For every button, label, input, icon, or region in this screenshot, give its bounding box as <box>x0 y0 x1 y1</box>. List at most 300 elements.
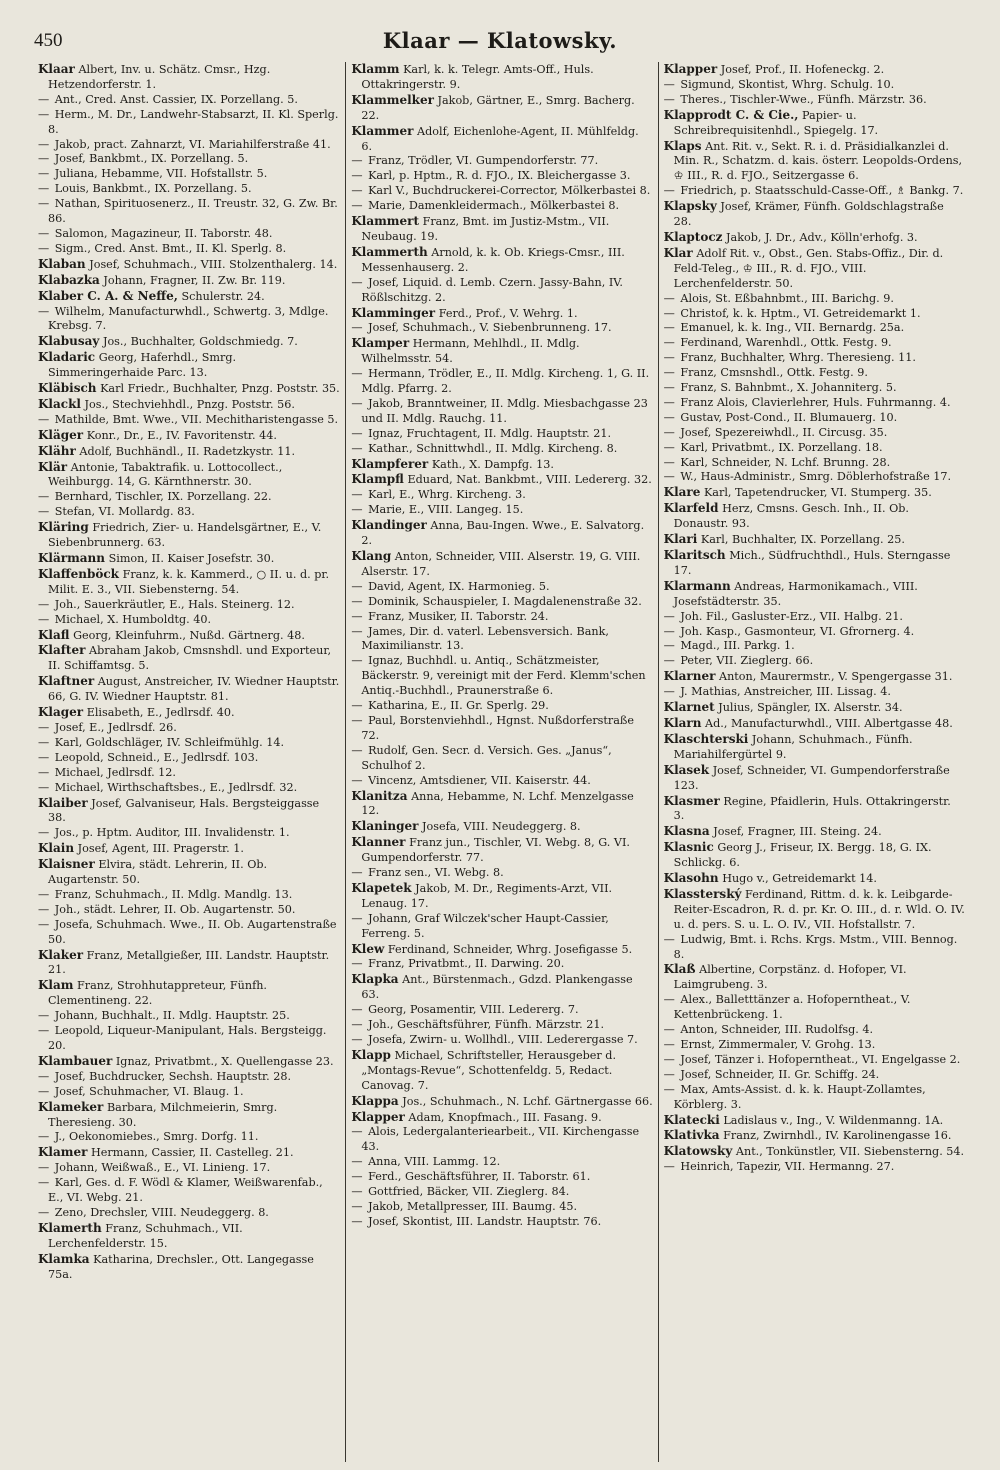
directory-entry <box>38 397 340 413</box>
entry-details: Franz, Buchhalter, Whrg. Theresieng. 11. <box>680 351 916 365</box>
entry-surname: Klampferer <box>351 456 429 471</box>
directory-entry <box>38 796 340 827</box>
entry-surname: Klam <box>38 978 74 993</box>
entry-details: Franz, Trödler, VI. Gumpendorferstr. 77. <box>368 154 599 168</box>
entry-details: J. Mathias, Anstreicher, III. Lissag. 4. <box>680 685 891 699</box>
entry-details: Anton, Maurermstr., V. Spengergasse 31. <box>719 670 953 684</box>
directory-entry <box>664 625 965 640</box>
entry-details: W., Haus-Administr., Smrg. Döblerhofstraße 17. <box>680 470 952 484</box>
directory-entry <box>38 1085 340 1100</box>
ditto-dash: — <box>38 490 50 504</box>
directory-entry <box>38 182 340 197</box>
directory-entry <box>38 305 340 335</box>
entry-surname: Klassterský <box>663 886 742 901</box>
ditto-dash: — <box>663 291 675 305</box>
entry-surname: Klaker <box>38 947 84 962</box>
entry-details: Kathar., Schnittwhdl., II. Mdlg. Kircheng. 8. <box>368 441 618 455</box>
ditto-dash: — <box>351 199 363 213</box>
entry-details: Franz, Strohhutappreteur, Fünfh. Clementineng. 22. <box>48 979 267 1008</box>
directory-entry <box>351 1003 652 1018</box>
directory-entry <box>38 751 340 766</box>
ditto-dash: — <box>663 624 675 638</box>
directory-entry <box>38 350 340 381</box>
entry-surname: Klapka <box>351 972 399 987</box>
ditto-dash: — <box>38 152 50 166</box>
directory-entry <box>351 427 652 442</box>
entry-surname: Klabusay <box>38 334 100 349</box>
entry-details: Franz, Schuhmach., VII. Lerchenfelderstr. 15. <box>48 1221 243 1250</box>
directory-entry <box>664 307 965 322</box>
directory-entry <box>664 1038 965 1053</box>
entry-surname: Klew <box>351 941 385 956</box>
entry-details: Franz jun., Tischler, VI. Webg. 8, G. VI. Gumpendorferstr. 77. <box>361 836 630 865</box>
directory-entry <box>664 485 965 501</box>
ditto-dash: — <box>351 1125 363 1139</box>
entry-surname: Klaptocz <box>663 229 723 244</box>
entry-details: Friedrich, Zier- u. Handelsgärtner, E., V. Siebenbrunnerg. 63. <box>48 521 322 550</box>
entry-details: Joh., Sauerkräutler, E., Hals. Steinerg. 12. <box>54 597 295 611</box>
entry-details: Ferdinand, Rittm. d. k. k. Leibgarde-Reiter-Escadron, R. d. pr. Kr. O. III., d. r. Wld. O. IV. u. d. pers. S. u. L. O. IV., VII. Hofstallstr. 7. <box>673 887 965 931</box>
directory-entry <box>38 826 340 841</box>
entry-details: Franz, k. k. Kammerd., ○ II. u. d. pr. Milit. E. 3., VII. Siebensterng. 54. <box>48 567 330 596</box>
directory-entry <box>351 714 652 744</box>
directory-entry <box>351 942 652 958</box>
directory-entry <box>351 276 652 306</box>
directory-entry <box>664 794 965 825</box>
entry-details: Albert, Inv. u. Schätz. Cmsr., Hzg. Hetzendorferstr. 1. <box>48 63 271 91</box>
ditto-dash: — <box>351 488 363 502</box>
entry-surname: Klamer <box>38 1145 88 1160</box>
ditto-dash: — <box>351 654 363 668</box>
directory-entry <box>38 1206 340 1221</box>
directory-entry <box>664 396 965 411</box>
directory-entry <box>664 669 965 685</box>
directory-entry <box>664 351 965 366</box>
entry-details: Josef, Fragner, III. Steing. 24. <box>713 825 882 839</box>
entry-details: Georg, Posamentir, VIII. Ledererg. 7. <box>368 1003 579 1017</box>
entry-details: Rudolf, Gen. Secr. d. Versich. Ges. „Janus“, Schulhof 2. <box>361 743 612 772</box>
ditto-dash: — <box>351 1033 363 1046</box>
ditto-dash: — <box>663 1160 675 1174</box>
directory-entry <box>351 62 652 93</box>
ditto-dash: — <box>663 336 675 350</box>
entry-details: Ernst, Zimmermaler, V. Grohg. 13. <box>680 1038 876 1051</box>
ditto-dash: — <box>351 1185 363 1199</box>
entry-details: Sigm., Cred. Anst. Bmt., II. Kl. Sperlg. 8. <box>54 241 287 255</box>
entry-details: Peter, VII. Zieglerg. 66. <box>680 654 814 668</box>
entry-details: Marie, E., VIII. Langeg. 15. <box>368 503 524 517</box>
entry-details: Christof, k. k. Hptm., VI. Getreidemarkt 1. <box>680 306 921 320</box>
directory-entry <box>38 273 340 289</box>
entry-surname: Klanner <box>351 835 406 850</box>
directory-entry <box>351 549 652 580</box>
ditto-dash: — <box>351 1170 363 1184</box>
ditto-dash: — <box>38 241 50 255</box>
directory-entry <box>664 1113 965 1129</box>
ditto-dash: — <box>351 1155 363 1169</box>
entry-details: Franz, S. Bahnbmt., X. Johanniterg. 5. <box>680 381 897 395</box>
entry-details: Joh., Geschäftsführer, Fünfh. Märzstr. 21. <box>368 1018 604 1032</box>
entry-details: Franz, Metallgießer, III. Landstr. Hauptstr. 21. <box>48 948 330 977</box>
entry-details: Dominik, Schauspieler, I. Magdalenenstraße 32. <box>368 594 642 608</box>
ditto-dash: — <box>663 1082 675 1096</box>
entry-details: Ant., Tonkünstler, VII. Siebensterng. 54. <box>735 1145 965 1159</box>
directory-entry <box>38 381 340 397</box>
entry-details: Josef, Skontist, III. Landstr. Hauptstr. 76. <box>368 1214 602 1228</box>
entry-details: Georg, Kleinfuhrm., Nußd. Gärtnerg. 48. <box>73 628 305 642</box>
entry-details: Josef, Schuhmacher, VI. Blaug. 1. <box>54 1084 244 1098</box>
entry-details: Julius, Spängler, IX. Alserstr. 34. <box>718 701 903 715</box>
entry-surname: Klaffenböck <box>38 566 119 581</box>
entry-surname: Klaß <box>663 962 696 977</box>
entry-details: Anna, Bau-Ingen. Wwe., E. Salvatorg. 2. <box>361 519 645 548</box>
entry-details: Josef, Buchdrucker, Sechsh. Hauptstr. 28. <box>54 1069 292 1083</box>
directory-entry <box>351 819 652 835</box>
directory-entry <box>38 674 340 705</box>
entry-details: Elvira, städt. Lehrerin, II. Ob. Augartenstr. 50. <box>48 858 268 887</box>
entry-details: Karl, Tapetendrucker, VI. Stumperg. 35. <box>703 486 932 500</box>
directory-entry <box>351 1155 652 1170</box>
entry-surname: Klambauer <box>38 1053 113 1068</box>
entry-surname: Klampfl <box>351 472 404 487</box>
entry-surname: Klackl <box>38 396 81 411</box>
directory-entry <box>351 1215 652 1230</box>
entry-details: Simon, II. Kaiser Josefstr. 30. <box>108 552 275 565</box>
directory-entry <box>38 918 340 948</box>
entry-details: Jos., Buchhalter, Goldschmiedg. 7. <box>102 335 298 349</box>
entry-details: Emanuel, k. k. Ing., VII. Bernardg. 25a. <box>680 321 905 335</box>
directory-entry <box>351 124 652 155</box>
entry-surname: Klaisner <box>38 857 95 872</box>
entry-details: Max, Amts-Assist. d. k. k. Haupt-Zollamtes, Körblerg. 3. <box>673 1082 926 1111</box>
entry-surname: Klang <box>351 549 392 563</box>
ditto-dash: — <box>663 609 675 623</box>
directory-entry <box>664 654 965 669</box>
entry-surname: Klappa <box>351 1093 399 1108</box>
directory-entry <box>351 1185 652 1200</box>
entry-details: Jakob, Metallpresser, III. Baumg. 45. <box>368 1199 578 1213</box>
directory-entry <box>38 1009 340 1024</box>
running-head: Klaar — Klatowsky. <box>382 28 618 53</box>
entry-details: Jakob, Gärtner, E., Smrg. Bacherg. 22. <box>361 93 635 122</box>
entry-details: Jos., Stechviehhdl., Pnzg. Poststr. 56. <box>84 397 295 411</box>
ditto-dash: — <box>351 275 363 289</box>
entry-details: Herm., M. Dr., Landwehr-Stabsarzt, II. Kl. Sperlg. 8. <box>48 107 339 136</box>
entry-details: Anna, VIII. Lammg. 12. <box>368 1155 501 1169</box>
directory-entry <box>38 257 340 273</box>
directory-entry <box>664 962 965 993</box>
entry-surname: Klaschterski <box>663 731 749 746</box>
directory-entry <box>664 292 965 307</box>
entry-details: Friedrich, p. Staatsschuld-Casse-Off., ♗ Bankg. 7. <box>680 184 964 198</box>
entry-details: Anton, Schneider, III. Rudolfsg. 4. <box>680 1023 874 1037</box>
entry-surname: Klaban <box>38 256 86 271</box>
ditto-dash: — <box>351 609 363 623</box>
entry-details: Michael, Jedlrsdf. 12. <box>54 765 176 779</box>
entry-details: Karl, Goldschläger, IV. Schleifmühlg. 14. <box>54 735 285 749</box>
directory-entry <box>664 716 965 732</box>
directory-entry <box>664 532 965 548</box>
entry-surname: Klapper <box>351 1109 405 1124</box>
ditto-dash: — <box>38 412 50 426</box>
entry-surname: Klaftner <box>38 674 95 689</box>
ditto-dash: — <box>38 720 50 734</box>
entry-surname: Klarfeld <box>663 501 719 516</box>
directory-entry <box>38 167 340 182</box>
ditto-dash: — <box>38 226 50 240</box>
entry-surname: Klatecki <box>663 1112 720 1127</box>
entry-details: Joh. Fil., Gasluster-Erz., VII. Halbg. 21. <box>680 609 903 623</box>
ditto-dash: — <box>663 410 675 424</box>
ditto-dash: — <box>351 396 363 410</box>
directory-entry <box>664 824 965 840</box>
directory-entry <box>664 184 965 199</box>
entry-details: Michael, Wirthschaftsbes., E., Jedlrsdf. 32. <box>54 780 298 794</box>
entry-surname: Klamerth <box>38 1220 102 1235</box>
directory-entry <box>351 866 652 881</box>
entry-surname: Klammerth <box>351 244 428 259</box>
ditto-dash: — <box>38 1205 50 1219</box>
entry-details: Alex., Balletttänzer a. Hofoperntheat., V. Kettenbrückeng. 1. <box>673 993 911 1022</box>
directory-entry <box>351 184 652 199</box>
ditto-dash: — <box>38 1024 50 1038</box>
ditto-dash: — <box>351 184 363 198</box>
entry-details: Ant., Cred. Anst. Cassier, IX. Porzellang. 5. <box>54 92 298 106</box>
entry-details: Jakob, pract. Zahnarzt, VI. Mariahilferstraße 41. <box>54 137 331 151</box>
ditto-dash: — <box>38 612 50 626</box>
entry-details: Ignaz, Fruchtagent, II. Mdlg. Hauptstr. 21. <box>368 426 612 440</box>
entry-details: Mich., Südfruchthdl., Huls. Sterngasse 17. <box>673 549 951 577</box>
ditto-dash: — <box>38 1069 50 1083</box>
entry-details: Papier- u. Schreibrequisitenhdl., Spiegelg. 17. <box>673 108 879 137</box>
ditto-dash: — <box>663 306 675 320</box>
directory-entry <box>38 736 340 751</box>
entry-details: Ignaz, Privatbmt., X. Quellengasse 23. <box>115 1054 334 1068</box>
entry-details: Michael, Schriftsteller, Herausgeber d. „Montags-Revue“, Schottenfeldg. 5, Redact. Canovag. 7. <box>361 1048 617 1092</box>
entry-surname: Klähr <box>38 443 76 458</box>
directory-entry <box>664 381 965 396</box>
directory-entry <box>351 457 652 473</box>
directory-entry <box>351 1048 652 1094</box>
directory-entry <box>351 397 652 427</box>
directory-columns <box>33 62 970 1462</box>
ditto-dash: — <box>663 1023 675 1037</box>
entry-surname: Klari <box>663 532 698 547</box>
directory-entry <box>351 957 652 972</box>
entry-details: Adolf, Buchhändl., II. Radetzkystr. 11. <box>79 444 296 458</box>
entry-details: Franz Alois, Clavierlehrer, Huls. Fuhrmanng. 4. <box>680 395 951 409</box>
ditto-dash: — <box>351 957 363 971</box>
page-number: 450 <box>34 30 63 51</box>
ditto-dash: — <box>663 1067 675 1081</box>
entry-details: Franz sen., VI. Webg. 8. <box>368 866 504 880</box>
entry-surname: Klarmann <box>663 578 731 593</box>
entry-details: Gottfried, Bäcker, VII. Zieglerg. 84. <box>368 1185 570 1199</box>
ditto-dash: — <box>38 107 50 121</box>
entry-details: Josefa, Schuhmach. Wwe., II. Ob. Augartenstraße 50. <box>48 917 337 946</box>
entry-details: Barbara, Milchmeierin, Smrg. Theresieng. 30. <box>48 1100 278 1129</box>
entry-details: Ferd., Geschäftsführer, II. Taborstr. 61. <box>368 1170 591 1184</box>
ditto-dash: — <box>38 826 50 840</box>
directory-entry <box>351 442 652 457</box>
directory-entry <box>664 887 965 933</box>
entry-details: Karl, p. Hptm., R. d. FJO., IX. Bleichergasse 3. <box>368 169 631 183</box>
directory-entry <box>38 888 340 903</box>
entry-details: Franz, Privatbmt., II. Darwing. 20. <box>368 957 565 971</box>
entry-details: Ant. Rit. v., Sekt. R. i. d. Präsidialkanzlei d. Min. R., Schatzm. d. kais. österr. Leopolds-Ordens, ♔ III., R. d. FJO., Seitzergasse 6. <box>673 139 963 183</box>
directory-entry <box>664 246 965 292</box>
entry-surname: Klaiber <box>38 795 88 810</box>
ditto-dash: — <box>351 866 363 880</box>
entry-details: Alois, St. Eßbahnbmt., III. Barichg. 9. <box>680 291 894 305</box>
directory-entry <box>351 336 652 367</box>
ditto-dash: — <box>351 1214 363 1228</box>
entry-details: Hermann, Mehlhdl., II. Mdlg. Wilhelmsstr. 54. <box>361 337 580 366</box>
directory-entry <box>664 62 965 78</box>
entry-surname: Klafl <box>38 627 70 642</box>
ditto-dash: — <box>663 932 675 946</box>
entry-details: Ludwig, Bmt. i. Rchs. Krgs. Mstm., VIII. Bennog. 8. <box>673 932 958 961</box>
entry-details: Katharina, E., II. Gr. Sperlg. 29. <box>368 699 549 713</box>
ditto-dash: — <box>663 1052 675 1066</box>
entry-details: David, Agent, IX. Harmonieg. 5. <box>368 579 550 593</box>
directory-entry <box>664 548 965 579</box>
ditto-dash: — <box>663 440 675 454</box>
entry-details: Josef, Krämer, Fünfh. Goldschlagstraße 28. <box>673 200 944 229</box>
directory-entry <box>664 456 965 471</box>
entry-details: Karl, E., Whrg. Kircheng. 3. <box>368 488 526 502</box>
entry-details: Ignaz, Buchhdl. u. Antiq., Schätzmeister, Bäckerstr. 9, vereinigt mit der Ferd. Klemm'schen Antiq.-Buchhdl., Praunerstraße 6. <box>361 654 646 698</box>
entry-surname: Klamminger <box>351 305 436 320</box>
directory-entry <box>351 699 652 714</box>
page-header <box>34 24 966 58</box>
directory-entry <box>664 366 965 381</box>
ditto-dash: — <box>38 597 50 611</box>
directory-entry <box>38 1176 340 1206</box>
directory-entry <box>664 336 965 351</box>
entry-details: Antonie, Tabaktrafik. u. Lottocollect., Weihburgg. 14, G. Kärnthnerstr. 30. <box>48 460 283 489</box>
entry-details: Vincenz, Amtsdiener, VII. Kaiserstr. 44. <box>368 773 591 787</box>
ditto-dash: — <box>351 773 363 787</box>
entry-surname: Kläbisch <box>38 381 97 396</box>
ditto-dash: — <box>38 887 50 901</box>
directory-entry <box>38 643 340 674</box>
entry-details: Ad., Manufacturwhdl., VIII. Albertgasse 48. <box>705 716 953 730</box>
entry-details: Ferd., Prof., V. Wehrg. 1. <box>438 306 578 320</box>
directory-entry <box>351 214 652 245</box>
directory-entry <box>351 199 652 214</box>
directory-entry <box>664 933 965 963</box>
entry-details: Ferdinand, Warenhdl., Ottk. Festg. 9. <box>680 336 892 350</box>
directory-entry <box>38 242 340 257</box>
entry-surname: Kläger <box>38 427 84 442</box>
entry-details: James, Dir. d. vaterl. Lebensversich. Bank, Maximilianstr. 13. <box>361 624 609 653</box>
ditto-dash: — <box>663 1038 675 1051</box>
entry-surname: Klar <box>663 245 693 260</box>
ditto-dash: — <box>351 1018 363 1032</box>
directory-entry <box>38 551 340 567</box>
entry-details: Andreas, Harmonikamach., VIII. Josefstädterstr. 35. <box>673 579 918 608</box>
entry-surname: Klasmer <box>663 793 720 808</box>
entry-details: Johann, Fragner, II. Zw. Br. 119. <box>103 273 286 287</box>
entry-surname: Klasek <box>663 762 710 777</box>
entry-surname: Klaar <box>38 62 75 76</box>
directory-entry <box>664 871 965 887</box>
entry-details: J., Oekonomiebes., Smrg. Dorfg. 11. <box>54 1130 259 1144</box>
entry-details: Karl V., Buchdruckerei-Corrector, Mölkerbastei 8. <box>368 184 651 198</box>
directory-entry <box>38 567 340 598</box>
entry-details: Zeno, Drechsler, VIII. Neudeggerg. 8. <box>54 1205 269 1219</box>
entry-details: Juliana, Hebamme, VII. Hofstallstr. 5. <box>54 167 268 181</box>
ditto-dash: — <box>351 503 363 517</box>
ditto-dash: — <box>38 750 50 764</box>
entry-details: Schulerstr. 24. <box>181 289 265 303</box>
ditto-dash: — <box>663 92 675 106</box>
entry-details: Hugo v., Getreidemarkt 14. <box>722 872 877 886</box>
directory-entry <box>38 93 340 108</box>
entry-details: Louis, Bankbmt., IX. Porzellang. 5. <box>54 182 252 196</box>
ditto-dash: — <box>351 699 363 713</box>
column-middle <box>345 62 657 1462</box>
ditto-dash: — <box>38 780 50 794</box>
entry-details: Magd., III. Parkg. 1. <box>680 639 795 653</box>
entry-details: Marie, Damenkleidermach., Mölkerbastei 8. <box>368 199 620 213</box>
directory-entry <box>38 108 340 138</box>
ditto-dash: — <box>351 624 363 638</box>
entry-details: Mathilde, Bmt. Wwe., VII. Mechitharistengasse 5. <box>54 412 339 426</box>
entry-details: Karl, k. k. Telegr. Amts-Off., Huls. Ottakringerstr. 9. <box>361 63 594 91</box>
entry-details: Katharina, Drechsler., Ott. Langegasse 75a. <box>48 1252 314 1281</box>
directory-entry <box>351 744 652 774</box>
ditto-dash: — <box>38 765 50 779</box>
directory-entry <box>664 1023 965 1038</box>
entry-surname: Klain <box>38 841 75 856</box>
ditto-dash: — <box>38 197 50 211</box>
ditto-dash: — <box>663 351 675 365</box>
directory-entry <box>38 1130 340 1145</box>
directory-entry <box>38 334 340 350</box>
ditto-dash: — <box>351 426 363 440</box>
entry-surname: Klär <box>38 459 68 474</box>
entry-details: Josef, Prof., II. Hofeneckg. 2. <box>720 63 885 76</box>
ditto-dash: — <box>38 1130 50 1144</box>
entry-surname: Klärmann <box>38 551 106 565</box>
entry-details: Johann, Buchhalt., II. Mdlg. Hauptstr. 25. <box>54 1009 290 1023</box>
entry-details: Regine, Pfaidlerin, Huls. Ottakringerstr. 3. <box>673 794 951 823</box>
entry-details: Salomon, Magazineur, II. Taborstr. 48. <box>54 226 273 240</box>
entry-details: Josefa, Zwirn- u. Wollhdl., VIII. Lederergasse 7. <box>368 1033 638 1046</box>
entry-details: Nathan, Spirituosenerz., II. Treustr. 32, G. Zw. Br. 86. <box>48 197 338 226</box>
ditto-dash: — <box>351 154 363 168</box>
entry-surname: Klapetek <box>351 880 412 895</box>
entry-surname: Klasnic <box>663 840 714 855</box>
directory-entry <box>664 1068 965 1083</box>
directory-entry <box>38 705 340 721</box>
entry-details: Karl Friedr., Buchhalter, Pnzg. Poststr. 35. <box>100 382 340 396</box>
directory-entry <box>351 835 652 866</box>
entry-details: Heinrich, Tapezir, VII. Hermanng. 27. <box>680 1160 895 1174</box>
entry-details: Paul, Borstenviehhdl., Hgnst. Nußdorferstraße 72. <box>361 713 635 742</box>
entry-details: Karl, Schneider, N. Lchf. Brunng. 28. <box>680 455 891 469</box>
entry-details: Alois, Ledergalanteriearbeit., VII. Kirchengasse 43. <box>361 1125 640 1154</box>
entry-details: Karl, Privatbmt., IX. Porzellang. 18. <box>680 440 883 454</box>
entry-details: Anna, Hebamme, N. Lchf. Menzelgasse 12. <box>361 789 634 818</box>
ditto-dash: — <box>38 917 50 931</box>
directory-entry <box>664 639 965 654</box>
entry-details: Georg, Haferhdl., Smrg. Simmeringerhaide Parc. 13. <box>48 351 237 380</box>
directory-entry <box>664 1128 965 1144</box>
entry-details: Bernhard, Tischler, IX. Porzellang. 22. <box>54 490 272 504</box>
